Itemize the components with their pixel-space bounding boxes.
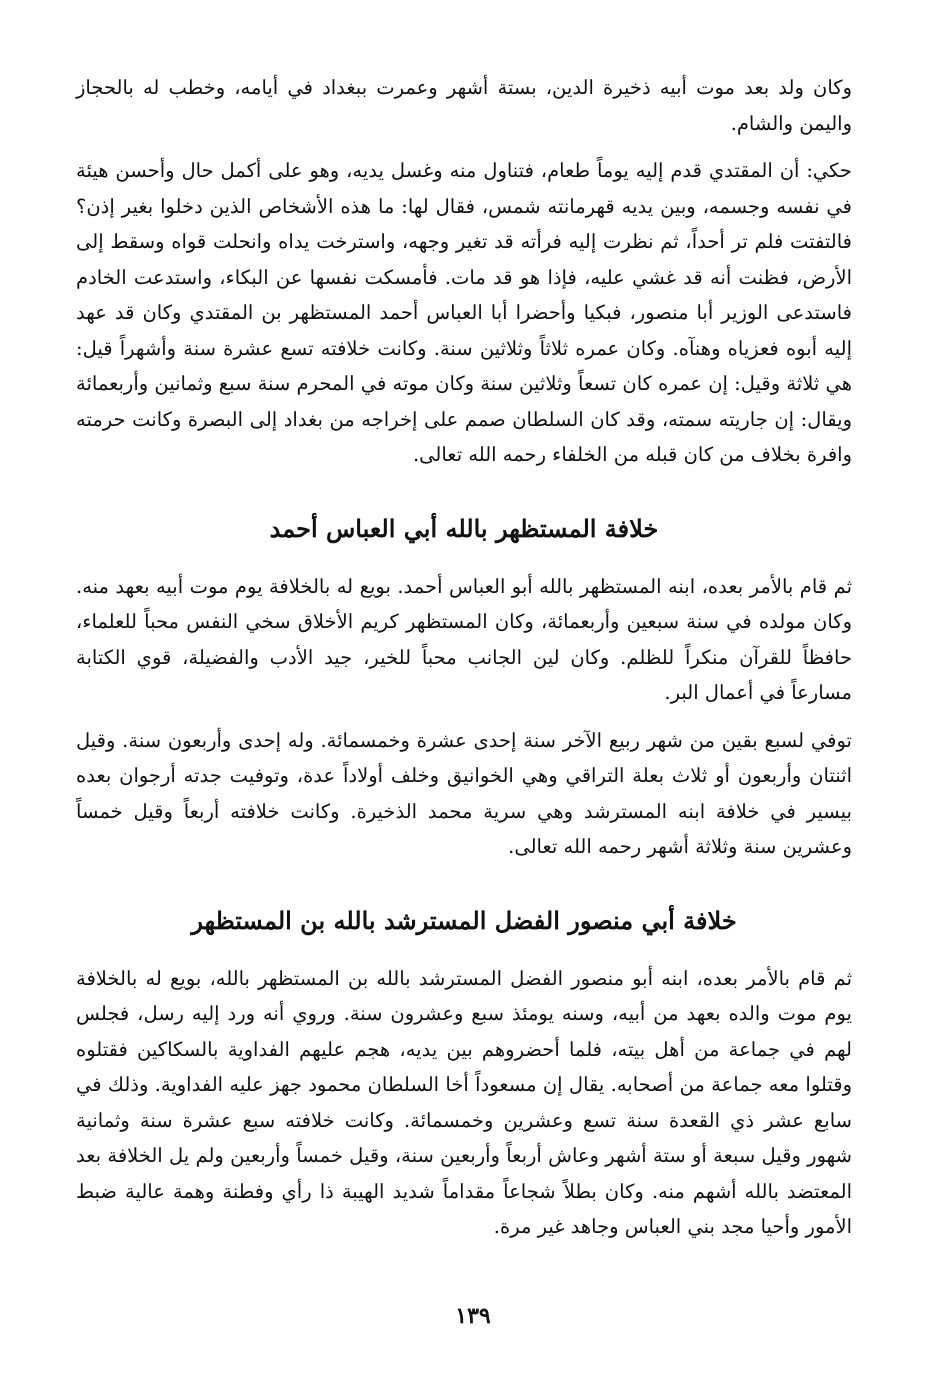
- page-number: ١٣٩: [455, 1303, 491, 1329]
- section-2-heading: خلافة أبي منصور الفضل المسترشد بالله بن المستظهر: [191, 905, 737, 935]
- section-1-paragraph-2: توفي لسبع بقين من شهر ربيع الآخر سنة إحدى عشرة وخمسمائة. وله إحدى وأربعون سنة. وقيل اثنتان وأربعون أو ثلاث بعلة التراقي وهي الخوانيق وخلف أولاداً عدة، وتوفيت جدته أرجوان بعده بيسير في خلافة ابنه المسترشد وهي سرية محمد الذخيرة. وكانت خلافته أربعاً وقيل خمساً وعشرين سنة وثلاثة أشهر رحمه الله تعالى.: [76, 728, 852, 858]
- section-1-heading: خلافة المستظهر بالله أبي العباس أحمد: [269, 513, 659, 543]
- section-2-paragraph-1: ثم قام بالأمر بعده، ابنه أبو منصور الفضل المسترشد بالله بن المستظهر بالله، بويع له بالخلافة يوم موت والده بعهد من أبيه، وسنه يومئذ سبع وعشرون سنة. وروي أنه ورد إليه رسل، فجلس لهم في جماعة من أهل بيته، فلما أحضروهم بين يديه، هجم عليهم الفداوية بالسكاكين فقتلوه وقتلوا معه جماعة من أصحابه. يقال إن مسعوداً أخا السلطان محمود جهز عليه الفداوية. وذلك في سابع عشر ذي القعدة سنة تسع وعشرين وخمسمائة. وكانت خلافته سبع عشرة سنة وثمانية شهور وقيل سبعة أو ستة أشهر وعاش أربعاً وأربعين سنة، وقيل خمساً وأربعين ولم يل الخلافة بعد المعتضد بالله أشهم منه. وكان بطلاً شجاعاً مقداماً شديد الهيبة ذا رأي وفطنة وهمة عالية ضبط الأمور وأحيا مجد بني العباس وجاهد غير مرة.: [76, 966, 852, 1238]
- intro-paragraph-1: وكان ولد بعد موت أبيه ذخيرة الدين، بستة أشهر وعمرت ببغداد في أيامه، وخطب له بالحجاز واليمن والشام.: [76, 76, 852, 135]
- page-body: [76, 70, 852, 1245]
- intro-paragraph-2: حكي: أن المقتدي قدم إليه يوماً طعام، فتناول منه وغسل يديه، وهو على أكمل حال وأحسن هيئة في نفسه وجسمه، وبين يديه قهرمانته شمس، فقال لها: ما هذه الأشخاص الذين دخلوا بغير إذن؟ فالتفتت فلم تر أحداً، ثم نظرت إليه فرأته قد تغير وجهه، واسترخت يداه وانحلت قواه وسقط إلى الأرض، فظنت أنه قد غشي عليه، فإذا هو قد مات. فأمسكت نفسها عن البكاء، واستدعت الخادم فاستدعى الوزير أبا منصور، فبكيا وأحضرا أبا العباس أحمد المستظهر بن المقتدي وكان قد عهد إليه أبوه فعزياه وهنآه. وكان عمره ثلاثاً وثلاثين سنة. وكانت خلافته تسع عشرة سنة وأشهراً قيل: هي ثلاثة وقيل: إن عمره كان تسعاً وثلاثين سنة وكان موته في المحرم سنة سبع وثمانين وأربعمائة ويقال: إن جاريته سمته، وقد كان السلطان صمم على إخراجه من بغداد إلى البصرة وكانت حرمته وافرة بخلاف من كان قبله من الخلفاء رحمه الله تعالى.: [76, 159, 852, 466]
- section-1-paragraph-1: ثم قام بالأمر بعده، ابنه المستظهر بالله أبو العباس أحمد. بويع له بالخلافة يوم موت أبيه بعهد منه. وكان مولده في سنة سبعين وأربعمائة، وكان المستظهر كريم الأخلاق سخي النفس محباً للعلماء، حافظاً للقرآن منكراً للظلم. وكان لين الجانب محباً للخير، جيد الأدب والفضيلة، قوي الكتابة مسارعاً في أعمال البر.: [76, 574, 852, 704]
